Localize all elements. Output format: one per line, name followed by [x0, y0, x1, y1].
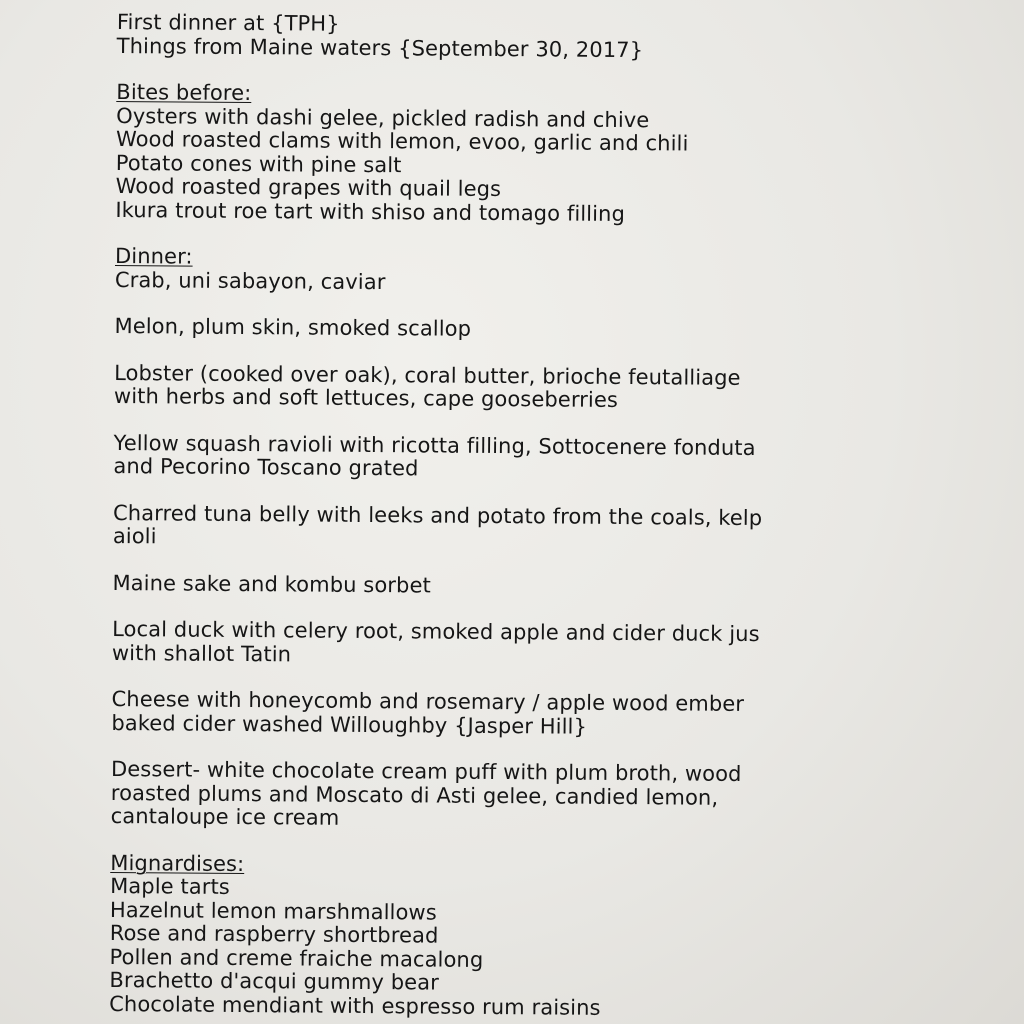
bites-heading: Bites before: [116, 79, 252, 106]
menu-sheet [109, 11, 997, 1023]
mignardises-heading: Mignardises: [110, 850, 245, 876]
mignardises-item: Brachetto d'acqui gummy bear [109, 967, 440, 995]
course-line: Lobster (cooked over oak), coral butter, brioche feutalliage [114, 360, 741, 390]
course-item [112, 618, 992, 672]
course-item [114, 315, 994, 345]
bites-item: Wood roasted clams with lemon, evoo, garlic and chili [115, 126, 689, 156]
course-line: Charred tuna belly with leeks and potato from the coals, kelp [112, 500, 763, 530]
dinner-heading: Dinner: [114, 243, 193, 269]
course-line: Melon, plum skin, smoked scallop [114, 313, 472, 341]
bites-item: Potato cones with pine salt [115, 150, 402, 177]
course-line: Crab, uni sabayon, caviar [114, 267, 386, 294]
dinner-section [111, 245, 996, 835]
course-item [114, 361, 994, 415]
course-line: and Pecorino Toscano grated [113, 453, 419, 481]
mignardises-item: Maple tarts [110, 873, 230, 899]
header-subtitle: Things from Maine waters {September 30, 2017} [116, 33, 644, 62]
course-item [113, 501, 993, 555]
bites-item: Oysters with dashi gelee, pickled radish and chive [116, 103, 650, 132]
course-item [111, 758, 992, 835]
course-line: Dessert- white chocolate cream puff with plum broth, wood [110, 756, 742, 786]
course-line: Local duck with celery root, smoked apple and cider duck jus [112, 616, 760, 647]
course-item [113, 431, 993, 485]
course-item [111, 688, 991, 742]
course-line: with herbs and soft lettuces, cape gooseberries [113, 383, 619, 412]
course-item [112, 571, 992, 601]
mignardises-item: Pollen and creme fraiche macalong [109, 944, 484, 972]
course-line: Maine sake and kombu sorbet [112, 570, 431, 597]
course-line: Cheese with honeycomb and rosemary / apple wood ember [111, 686, 745, 716]
course-line: Yellow squash ravioli with ricotta filling, Sottocenere fonduta [113, 430, 756, 460]
mignardises-item: Rose and raspberry shortbread [109, 920, 439, 948]
course-line: with shallot Tatin [111, 640, 292, 666]
bites-item: Wood roasted grapes with quail legs [115, 173, 502, 202]
course-line: baked cider washed Willoughby {Jasper Hill} [111, 710, 588, 739]
course-line: aioli [112, 523, 157, 549]
header-title: First dinner at {TPH} [116, 10, 340, 36]
bites-item: Ikura trout roe tart with shiso and tomago filling [115, 197, 626, 226]
course-line: cantaloupe ice cream [110, 803, 340, 830]
mignardises-section [109, 851, 990, 1022]
mignardises-item: Chocolate mendiant with espresso rum raisins [109, 991, 601, 1020]
course-line: roasted plums and Moscato di Asti gelee, candied lemon, [110, 780, 719, 810]
bites-section [115, 81, 996, 229]
mignardises-item: Hazelnut lemon marshmallows [109, 897, 437, 925]
